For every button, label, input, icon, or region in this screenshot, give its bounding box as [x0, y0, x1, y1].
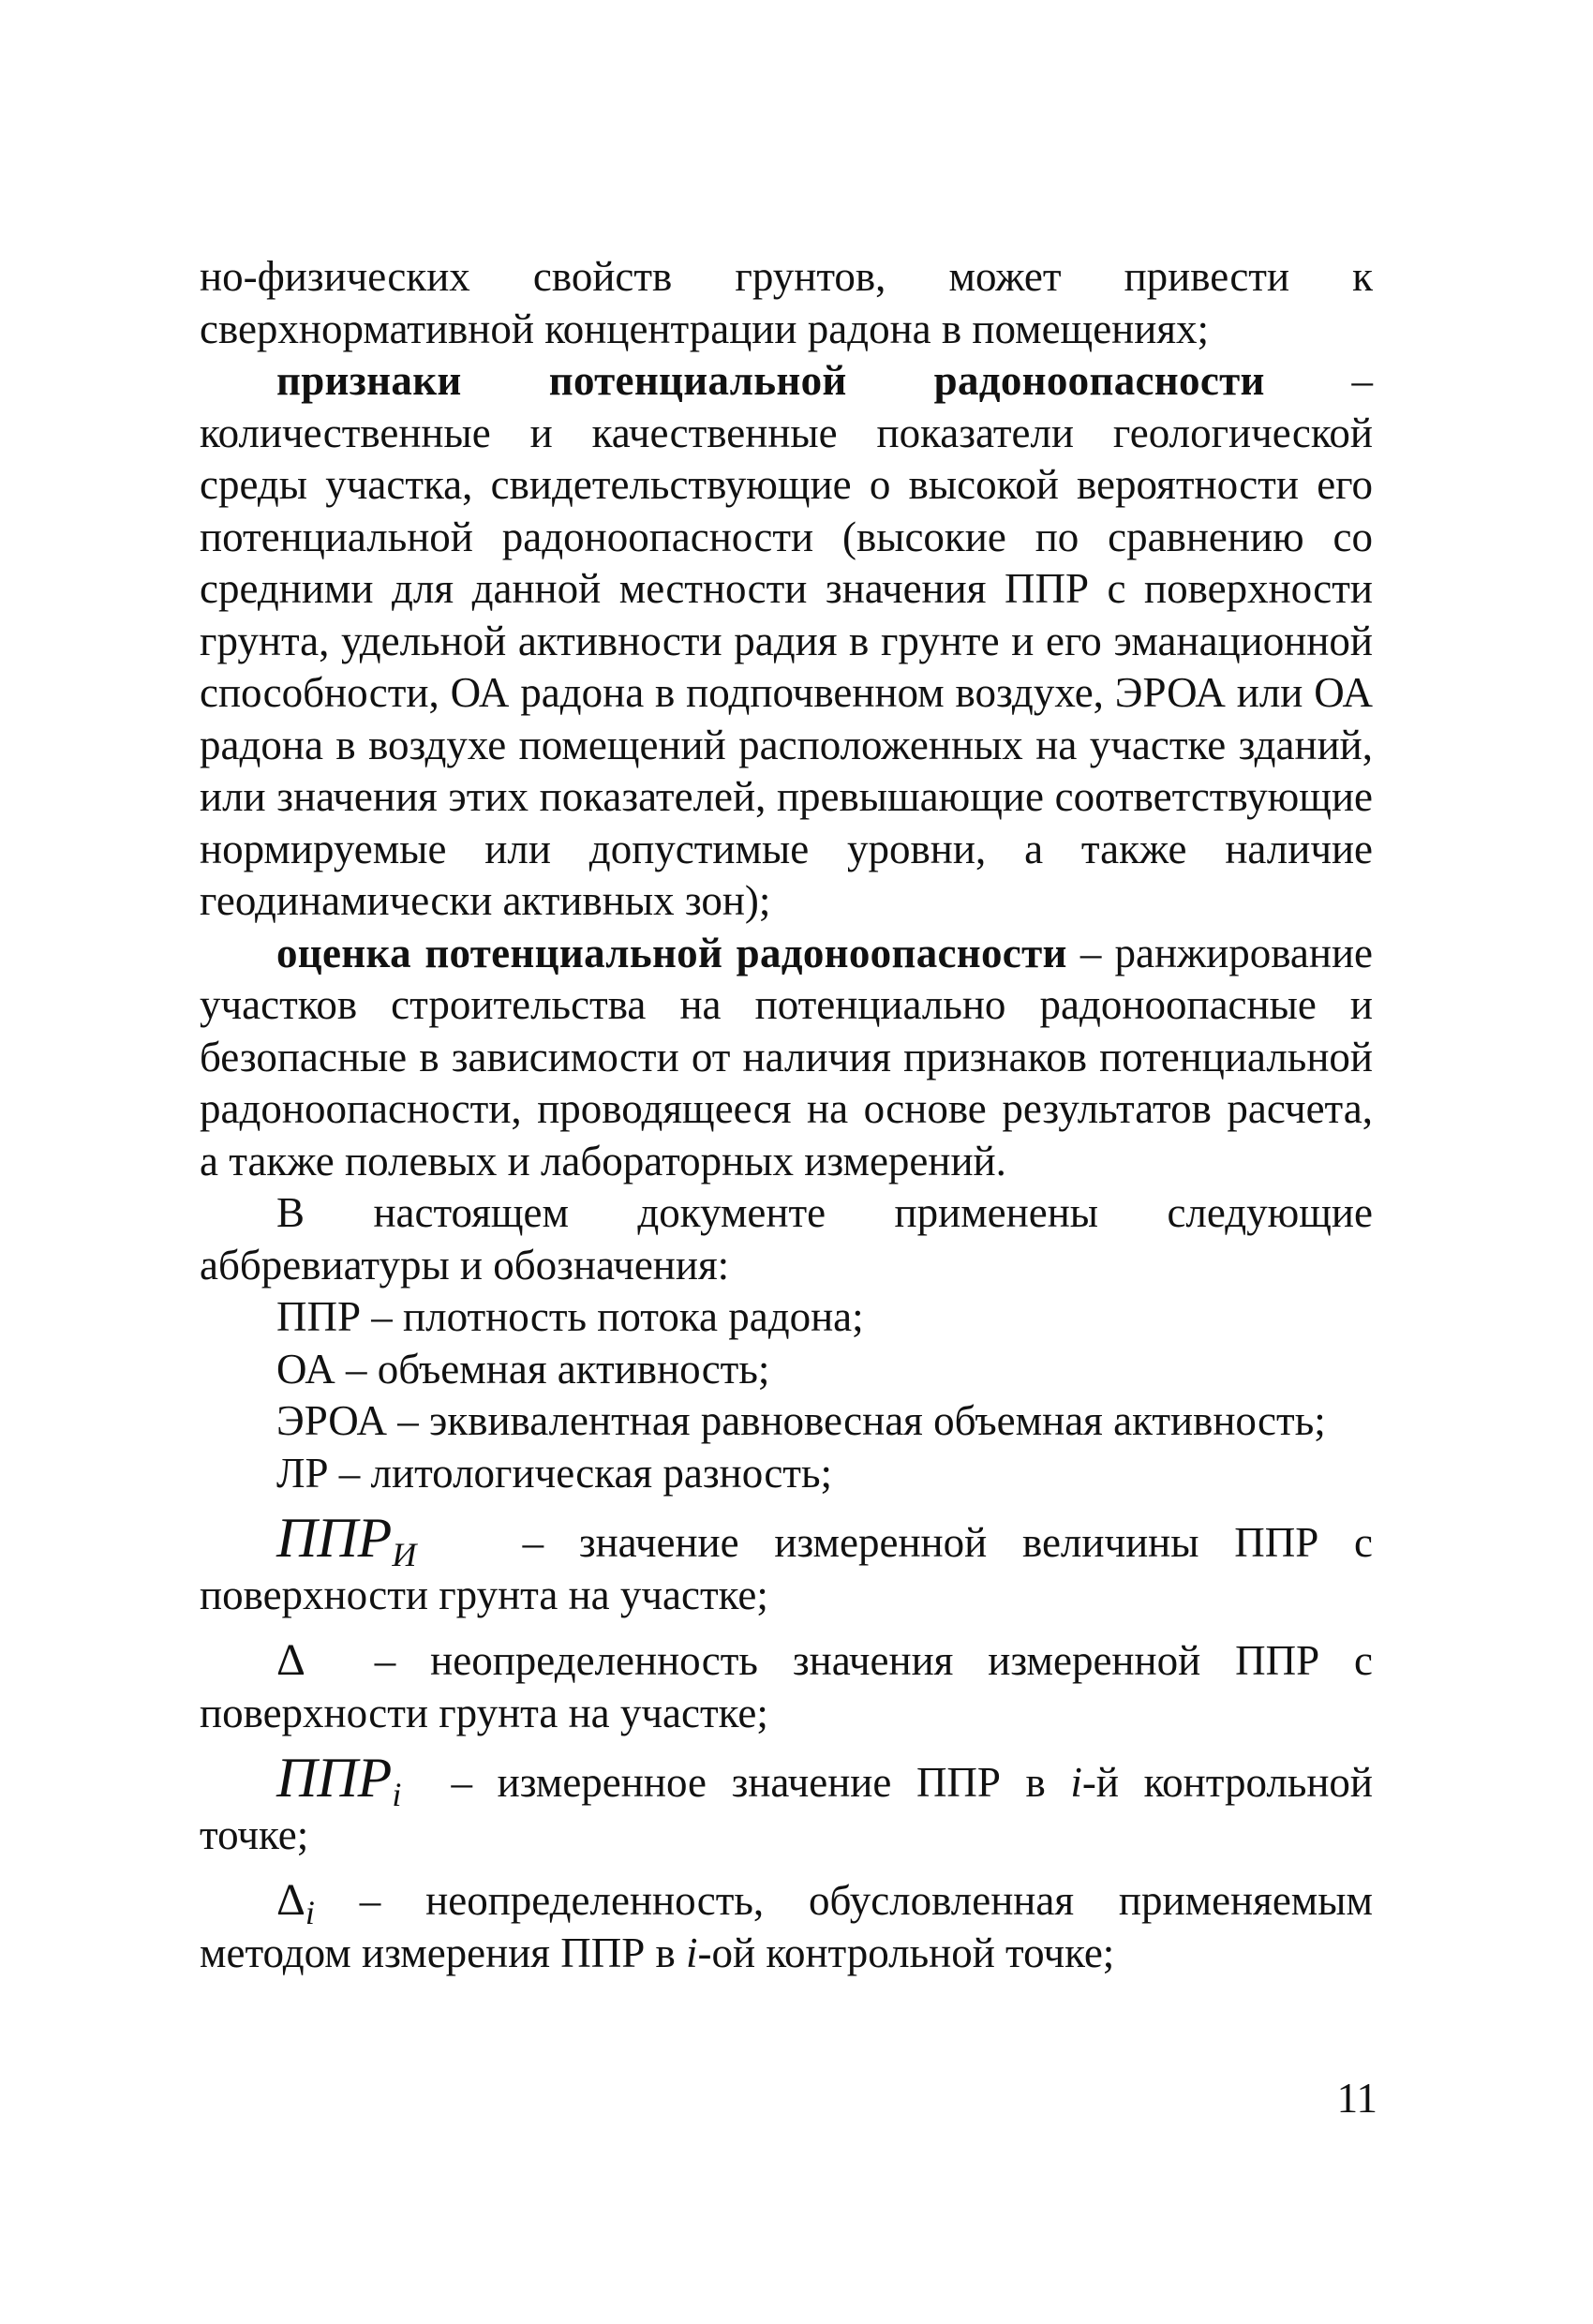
definition-radon-hazard-assessment: оценка потенциальной радоноопасности – ранжирование участков строительства на потенциально радоноопасные и безопасные в зависимости от наличия признаков потенциальной радоноопасности, проводящееся на основе результатов расчета, а также полевых и лабораторных измерений.: [200, 929, 1374, 1184]
page-number: 11: [1336, 2075, 1377, 2122]
term-radon-hazard-signs: признаки потенциальной радоноопасности: [276, 357, 1265, 404]
symbol-item: Δ – неопределенность значения измеренной ППР с поверхности грунта на участке;: [200, 1635, 1374, 1736]
page-body: [200, 251, 1373, 1979]
paragraph-continuation-line2: сверхнормативной концентрации радона в помещениях;: [200, 305, 1210, 352]
abbreviation-item: ЭРОА – эквивалентная равновесная объемная активность;: [276, 1397, 1326, 1444]
symbol-ppr-measured: $ППР_И$: [276, 1507, 417, 1573]
definition-radon-hazard-signs: признаки потенциальной радоноопасности – количественные и качественные показатели геологической среды участка, свидетельствующие о высокой вероятности его потенциальной радоноопасности (высокие по сравнению со средними для данной местности значения ППР с поверхности грунта, удельной активности радия в грунте и его эманационной способности, ОА радона в подпочвенном воздухе, ЭРОА или ОА радона в воздухе помещений расположенных на участке зданий, или значения этих показателей, превышающие соответствующие нормируемые или допустимые уровни, а также наличие геодинамически активных зон);: [200, 357, 1373, 924]
symbol-ppr-i: $ППР_i$: [276, 1747, 402, 1813]
abbreviations-intro: В настоящем документе применены следующие аббревиатуры и обозначения:: [200, 1189, 1373, 1289]
symbol-item: $\Delta_i$ – неопределенность, обусловленная применяемым методом измерения ППР в i-ой контрольной точке;: [200, 1875, 1373, 1976]
symbol-delta: Δ: [276, 1635, 305, 1685]
term-radon-hazard-assessment: оценка потенциальной радоноопасности: [276, 929, 1067, 976]
abbreviation-item: ОА – объемная активность;: [276, 1345, 770, 1393]
symbol-item: $ППР_И$ – значение измеренной величины ППР с поверхности грунта на участке;: [200, 1507, 1373, 1618]
abbreviation-item: ЛР – литологическая разность;: [276, 1449, 832, 1497]
abbreviation-item: ППР – плотность потока радона;: [276, 1293, 864, 1340]
definition-text: количественные и качественные показатели геологической среды участка, свидетельствующие о высокой вероятности его потенциальной радоноопасности (высокие по сравнению со средними для данной местности значения ППР с поверхности грунта, удельной активности радия в грунте и его эманационной способности, ОА радона в подпочвенном воздухе, ЭРОА или ОА радона в воздухе помещений расположенных на участке зданий, или значения этих показателей, превышающие соответствующие нормируемые или допустимые уровни, а также наличие геодинамически активных зон);: [200, 409, 1373, 924]
definition-text: ранжирование участков строительства на потенциально радоноопасные и безопасные в зависимости от наличия признаков потенциальной радоноопасности, проводящееся на основе результатов расчета, а также полевых и лабораторных измерений.: [200, 929, 1374, 1184]
symbol-item: $ППР_i$ – измеренное значение ППР в i-й контрольной точке;: [200, 1747, 1374, 1858]
symbol-delta-i: $\Delta_i$: [276, 1875, 315, 1931]
paragraph-continuation-line1: но-физических свойств грунтов, может привести к: [200, 253, 1373, 300]
